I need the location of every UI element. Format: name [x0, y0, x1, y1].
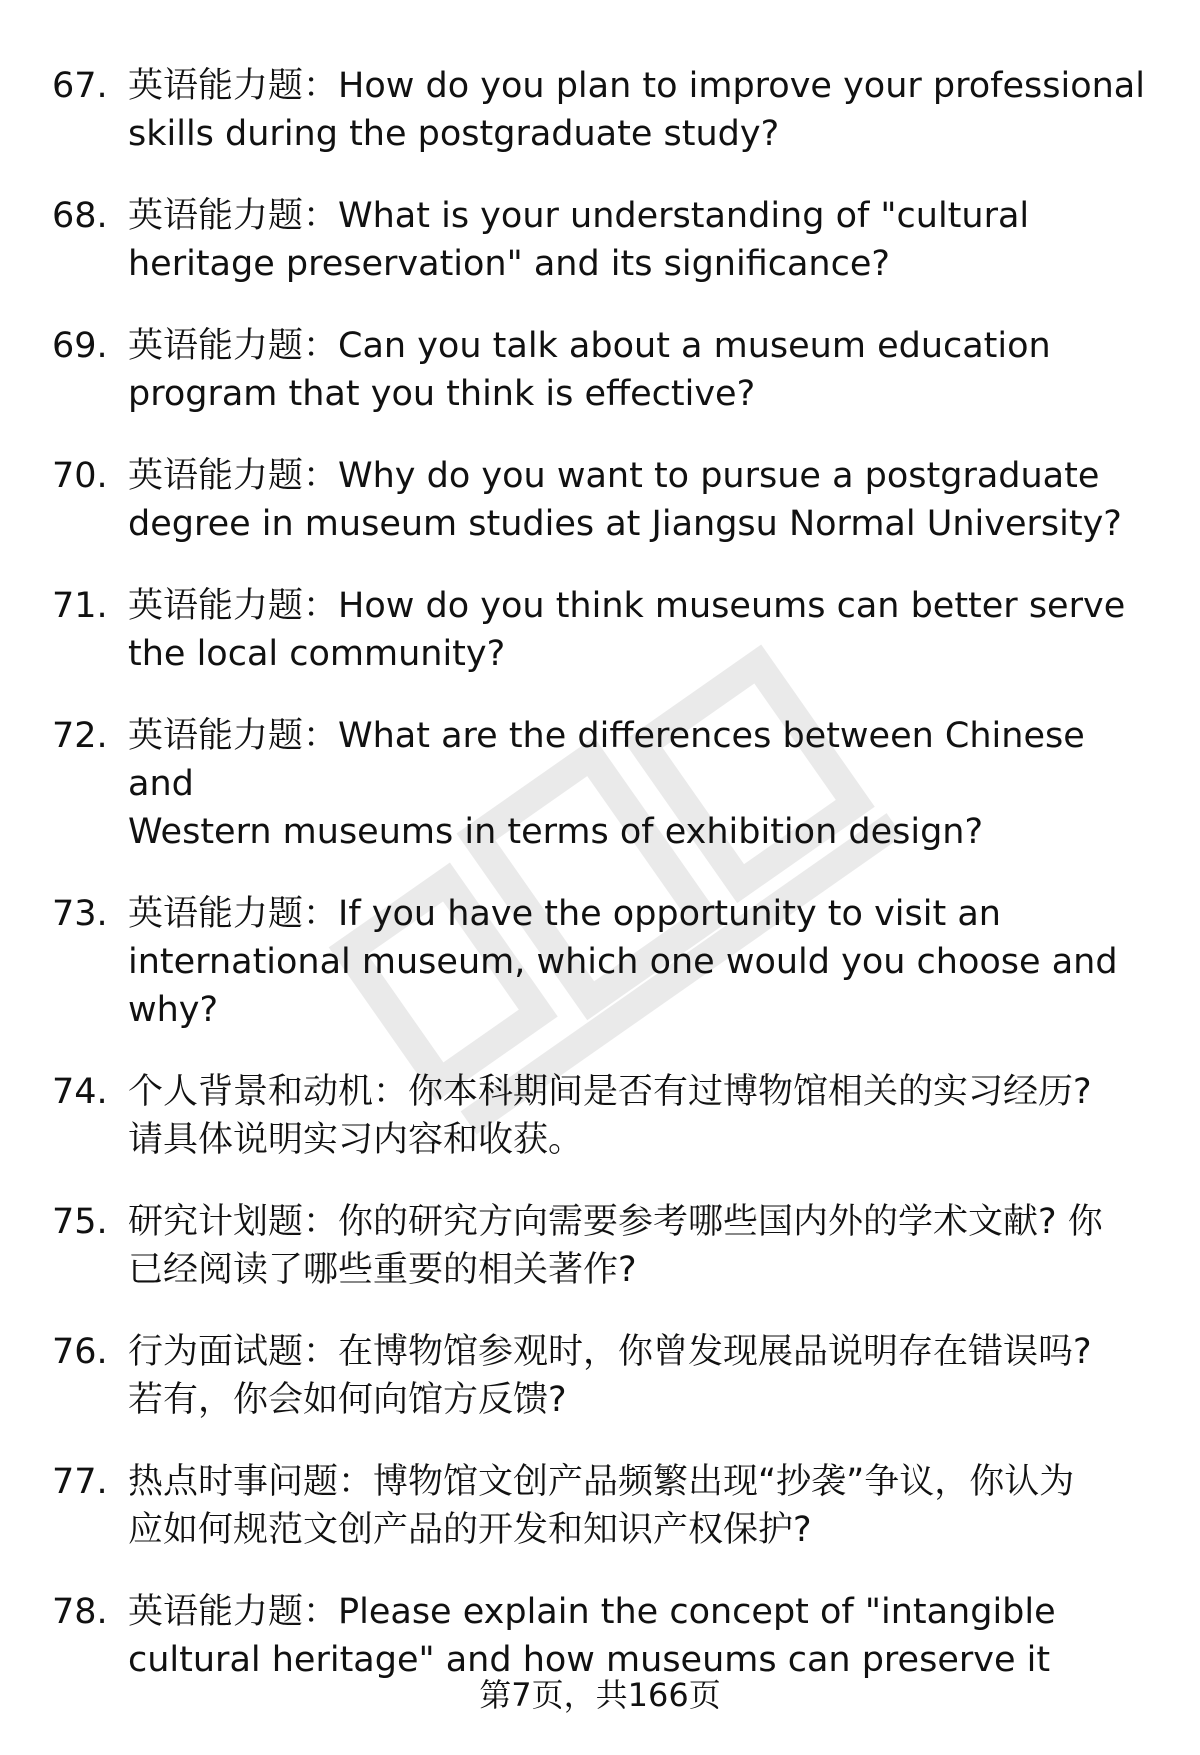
question-line-text: 你的研究方向需要参考哪些国内外的学术文献? 你: [338, 1202, 1103, 1242]
question-item: [52, 582, 1152, 678]
question-line-text: Please explain the concept of "intangible: [338, 1592, 1056, 1632]
question-line: [128, 1068, 1152, 1116]
question-line: [128, 500, 1152, 548]
question-number: 71.: [52, 586, 108, 626]
question-line-text: program that you think is effective?: [128, 374, 756, 414]
question-category: 热点时事问题：: [128, 1462, 374, 1502]
question-line: [128, 1198, 1152, 1246]
question-line-text: What is your understanding of "cultural: [338, 196, 1030, 236]
question-number: 68.: [52, 196, 108, 236]
question-line-text: How do you think museums can better serve: [338, 586, 1126, 626]
question-item: [52, 890, 1152, 1034]
question-category: 英语能力题：: [128, 456, 339, 496]
question-category: 个人背景和动机：: [128, 1072, 409, 1112]
question-item: [52, 1588, 1152, 1684]
question-line: [128, 192, 1152, 240]
question-number: 75.: [52, 1202, 108, 1242]
question-category: 研究计划题：: [128, 1202, 339, 1242]
question-line-text: 在博物馆参观时，你曾发现展品说明存在错误吗?: [338, 1332, 1092, 1372]
question-number: 70.: [52, 456, 108, 496]
question-number: 73.: [52, 894, 108, 934]
question-text: [128, 712, 1152, 856]
question-number: 78.: [52, 1592, 108, 1632]
question-text: [128, 1198, 1152, 1294]
question-text: [128, 322, 1152, 418]
question-text: [128, 1458, 1152, 1554]
question-text: [128, 1328, 1152, 1424]
question-line-text: 请具体说明实习内容和收获。: [128, 1120, 584, 1160]
question-line-text: 你本科期间是否有过博物馆相关的实习经历?: [408, 1072, 1092, 1112]
question-line-text: Western museums in terms of exhibition design?: [128, 812, 984, 852]
page-number-label: 第7页，共166页: [479, 1676, 721, 1714]
question-category: 行为面试题：: [128, 1332, 339, 1372]
question-item: [52, 712, 1152, 856]
question-line-text: Can you talk about a museum education: [338, 326, 1051, 366]
question-line: [128, 1588, 1152, 1636]
question-number: 72.: [52, 716, 108, 756]
question-item: [52, 192, 1152, 288]
question-text: [128, 192, 1152, 288]
question-text: [128, 890, 1152, 1034]
question-text: [128, 452, 1152, 548]
question-line-text: degree in museum studies at Jiangsu Normal University?: [128, 504, 1122, 544]
question-line: [128, 808, 1152, 856]
question-number: 67.: [52, 66, 108, 106]
question-line: [128, 986, 1152, 1034]
question-item: [52, 1198, 1152, 1294]
question-line: [128, 938, 1152, 986]
question-line-text: heritage preservation" and its significance?: [128, 244, 890, 284]
question-item: [52, 452, 1152, 548]
question-category: 英语能力题：: [128, 196, 339, 236]
question-line-text: Why do you want to pursue a postgraduate: [338, 456, 1100, 496]
question-line: [128, 1376, 1152, 1424]
question-category: 英语能力题：: [128, 66, 339, 106]
question-text: [128, 62, 1152, 158]
question-line-text: 博物馆文创产品频繁出现“抄袭”争议，你认为: [373, 1462, 1075, 1502]
question-line-text: skills during the postgraduate study?: [128, 114, 780, 154]
question-category: 英语能力题：: [128, 716, 339, 756]
question-line-text: 若有，你会如何向馆方反馈?: [128, 1380, 567, 1420]
question-category: 英语能力题：: [128, 894, 339, 934]
question-line: [128, 1328, 1152, 1376]
question-line: [128, 1458, 1152, 1506]
question-number: 77.: [52, 1462, 108, 1502]
question-line-text: 应如何规范文创产品的开发和知识产权保护?: [128, 1510, 812, 1550]
question-number: 74.: [52, 1072, 108, 1112]
question-list: [52, 62, 1152, 1718]
question-item: [52, 1068, 1152, 1164]
question-line: [128, 240, 1152, 288]
question-text: [128, 1068, 1152, 1164]
question-category: 英语能力题：: [128, 586, 339, 626]
question-category: 英语能力题：: [128, 1592, 339, 1632]
question-line-text: international museum, which one would you choose and: [128, 942, 1118, 982]
question-line: [128, 712, 1152, 808]
question-line-text: the local community?: [128, 634, 506, 674]
question-item: [52, 1458, 1152, 1554]
question-line: [128, 630, 1152, 678]
question-category: 英语能力题：: [128, 326, 339, 366]
question-line-text: If you have the opportunity to visit an: [338, 894, 1001, 934]
question-text: [128, 1588, 1152, 1684]
question-line: [128, 582, 1152, 630]
question-line: [128, 62, 1152, 110]
question-line-text: How do you plan to improve your professional: [338, 66, 1145, 106]
page-footer: [0, 1675, 1200, 1715]
question-number: 76.: [52, 1332, 108, 1372]
question-line-text: What are the differences between Chinese and: [128, 716, 1085, 804]
question-line-text: why?: [128, 990, 219, 1030]
question-line: [128, 890, 1152, 938]
question-number: 69.: [52, 326, 108, 366]
question-text: [128, 582, 1152, 678]
question-line: [128, 110, 1152, 158]
question-line: [128, 1116, 1152, 1164]
question-line-text: cultural heritage" and how museums can preserve it: [128, 1640, 1051, 1680]
question-item: [52, 1328, 1152, 1424]
question-line: [128, 370, 1152, 418]
question-line-text: 已经阅读了哪些重要的相关著作?: [128, 1250, 637, 1290]
question-line: [128, 1506, 1152, 1554]
question-line: [128, 1246, 1152, 1294]
question-line: [128, 322, 1152, 370]
question-line: [128, 452, 1152, 500]
question-item: [52, 322, 1152, 418]
question-item: [52, 62, 1152, 158]
